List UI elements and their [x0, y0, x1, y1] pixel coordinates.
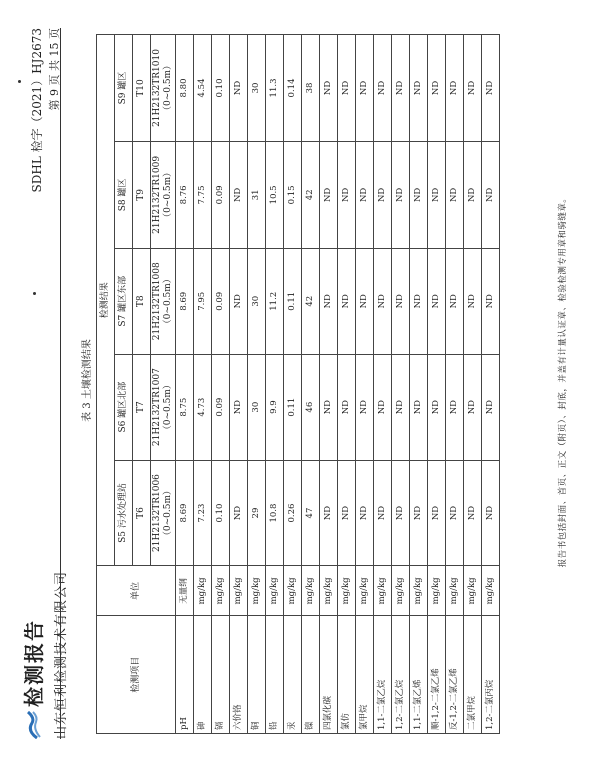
item-cell: 铜 [248, 616, 266, 734]
value-cell: ND [446, 248, 464, 354]
value-cell: ND [464, 354, 482, 460]
value-cell: ND [428, 460, 446, 566]
unit-cell: mg/kg [464, 566, 482, 616]
value-cell: 11.3 [266, 35, 284, 142]
item-cell: 六价铬 [230, 616, 248, 734]
value-cell: 31 [248, 141, 266, 248]
table-row [284, 35, 302, 734]
value-cell: ND [410, 35, 428, 142]
sample-id: 21H2132TR1007 [152, 368, 162, 447]
results-body [176, 35, 500, 734]
value-cell: ND [230, 248, 248, 354]
value-cell: 42 [302, 248, 320, 354]
unit-cell: mg/kg [212, 566, 230, 616]
value-cell: 11.2 [266, 248, 284, 354]
value-cell: ND [428, 248, 446, 354]
value-cell: ND [464, 35, 482, 142]
scan-speck [18, 80, 21, 83]
value-cell: 46 [302, 354, 320, 460]
table-row [248, 35, 266, 734]
location-header: S7 罐区东部 [115, 248, 133, 354]
point-header: T6 [133, 460, 151, 566]
value-cell: ND [338, 141, 356, 248]
value-cell: 10.8 [266, 460, 284, 566]
value-cell: ND [320, 35, 338, 142]
location-header: S9 罐区 [115, 35, 133, 142]
value-cell: ND [446, 460, 464, 566]
value-cell: ND [320, 460, 338, 566]
table-row [176, 35, 194, 734]
table-row [194, 35, 212, 734]
value-cell: ND [410, 354, 428, 460]
value-cell: ND [464, 248, 482, 354]
item-cell: pH [176, 616, 194, 734]
value-cell: ND [356, 141, 374, 248]
item-cell: 氯甲烷 [356, 616, 374, 734]
unit-cell: 无量纲 [176, 566, 194, 616]
unit-cell: mg/kg [482, 566, 500, 616]
value-cell: ND [320, 354, 338, 460]
value-cell: ND [356, 248, 374, 354]
sample-header [151, 460, 176, 566]
unit-cell: mg/kg [410, 566, 428, 616]
value-cell: 30 [248, 354, 266, 460]
value-cell: ND [446, 141, 464, 248]
unit-cell: mg/kg [320, 566, 338, 616]
header-divider [60, 28, 61, 739]
value-cell: 0.10 [212, 35, 230, 142]
sample-depth: （0~0.5m） [163, 380, 173, 435]
item-cell: 1,2-二氯乙烷 [392, 616, 410, 734]
item-cell: 二氯甲烷 [464, 616, 482, 734]
report-number: SDHL 检字（2021）HJ2673 [30, 28, 44, 193]
unit-cell: mg/kg [374, 566, 392, 616]
value-cell: ND [320, 248, 338, 354]
col-header-unit: 单位 [97, 566, 176, 616]
unit-cell: mg/kg [356, 566, 374, 616]
value-cell: ND [374, 460, 392, 566]
table-row [230, 35, 248, 734]
table-row [446, 35, 464, 734]
unit-cell: mg/kg [194, 566, 212, 616]
value-cell: 10.5 [266, 141, 284, 248]
value-cell: ND [428, 141, 446, 248]
col-header-item: 检测项目 [97, 616, 176, 734]
value-cell: ND [446, 35, 464, 142]
unit-cell: mg/kg [266, 566, 284, 616]
point-header: T7 [133, 354, 151, 460]
value-cell: ND [338, 460, 356, 566]
value-cell: ND [392, 141, 410, 248]
item-cell: 氯仿 [338, 616, 356, 734]
value-cell: ND [230, 35, 248, 142]
value-cell: ND [320, 141, 338, 248]
table-row [410, 35, 428, 734]
col-header-group: 检测结果 [97, 35, 115, 566]
value-cell: 7.95 [194, 248, 212, 354]
point-header: T10 [133, 35, 151, 142]
results-table [96, 34, 500, 734]
table-row [338, 35, 356, 734]
value-cell: ND [482, 141, 500, 248]
unit-cell: mg/kg [302, 566, 320, 616]
value-cell: ND [338, 354, 356, 460]
value-cell: ND [374, 35, 392, 142]
value-cell: 9.9 [266, 354, 284, 460]
value-cell: 7.23 [194, 460, 212, 566]
sample-depth: （0~0.5m） [163, 485, 173, 541]
table-row [212, 35, 230, 734]
item-cell: 汞 [284, 616, 302, 734]
value-cell: ND [230, 141, 248, 248]
sample-depth: （0~0.5m） [163, 274, 173, 329]
value-cell: 7.75 [194, 141, 212, 248]
location-header: S8 罐区 [115, 141, 133, 248]
value-cell: 8.75 [176, 354, 194, 460]
value-cell: 38 [302, 35, 320, 142]
sample-depth: （0~0.5m） [163, 167, 173, 222]
value-cell: 0.09 [212, 141, 230, 248]
unit-cell: mg/kg [392, 566, 410, 616]
item-cell: 铅 [266, 616, 284, 734]
value-cell: 8.76 [176, 141, 194, 248]
value-cell: 30 [248, 35, 266, 142]
value-cell: 29 [248, 460, 266, 566]
table-row [464, 35, 482, 734]
value-cell: 0.15 [284, 141, 302, 248]
value-cell: ND [338, 248, 356, 354]
value-cell: ND [230, 460, 248, 566]
value-cell: ND [230, 354, 248, 460]
value-cell: ND [482, 460, 500, 566]
value-cell: ND [392, 35, 410, 142]
value-cell: 0.09 [212, 248, 230, 354]
unit-cell: mg/kg [230, 566, 248, 616]
point-header: T9 [133, 141, 151, 248]
value-cell: ND [428, 354, 446, 460]
sample-id: 21H2132TR1010 [152, 49, 162, 127]
value-cell: ND [374, 248, 392, 354]
table-row [320, 35, 338, 734]
table-row [392, 35, 410, 734]
sample-id: 21H2132TR1009 [152, 155, 162, 234]
sample-header [151, 35, 176, 142]
value-cell: ND [410, 460, 428, 566]
value-cell: ND [410, 248, 428, 354]
table-row [302, 35, 320, 734]
value-cell: ND [392, 248, 410, 354]
item-cell: 四氯化碳 [320, 616, 338, 734]
footer-note: 报告书包括封面、首页、正文（附页）、封底，并盖有计量认证章、检验检测专用章和骑缝章。 [558, 193, 568, 568]
unit-cell: mg/kg [248, 566, 266, 616]
table-row [482, 35, 500, 734]
value-cell: ND [356, 35, 374, 142]
value-cell: ND [482, 35, 500, 142]
table-row [374, 35, 392, 734]
sample-header [151, 141, 176, 248]
table-row [356, 35, 374, 734]
value-cell: 42 [302, 141, 320, 248]
page-count: 第 9 页 共 15 页 [48, 28, 61, 111]
value-cell: ND [446, 354, 464, 460]
sample-id: 21H2132TR1008 [152, 262, 162, 341]
value-cell: 0.14 [284, 35, 302, 142]
item-cell: 顺-1,2-二氯乙烯 [428, 616, 446, 734]
header-right [28, 28, 64, 192]
value-cell: 0.11 [284, 248, 302, 354]
location-header: S5 污水处理站 [115, 460, 133, 566]
value-cell: ND [428, 35, 446, 142]
table-row [266, 35, 284, 734]
value-cell: ND [356, 354, 374, 460]
item-cell: 砷 [194, 616, 212, 734]
scan-speck [33, 292, 36, 295]
value-cell: 4.54 [194, 35, 212, 142]
value-cell: ND [464, 460, 482, 566]
value-cell: 4.73 [194, 354, 212, 460]
value-cell: ND [464, 141, 482, 248]
sample-id: 21H2132TR1006 [152, 474, 162, 552]
value-cell: 0.11 [284, 354, 302, 460]
sample-header [151, 248, 176, 354]
logo-row [18, 571, 47, 739]
value-cell: 0.26 [284, 460, 302, 566]
company-name: 山东恒利检测技术有限公司 [54, 570, 69, 739]
value-cell: 8.69 [176, 460, 194, 566]
item-cell: 1,1-二氯乙烯 [410, 616, 428, 734]
sample-depth: （0~0.5m） [163, 60, 173, 116]
sample-header [151, 354, 176, 460]
point-header: T8 [133, 248, 151, 354]
item-cell: 反-1,2-二氯乙烯 [446, 616, 464, 734]
company-logo-icon [25, 711, 41, 739]
value-cell: ND [356, 460, 374, 566]
item-cell: 镍 [302, 616, 320, 734]
item-cell: 镉 [212, 616, 230, 734]
value-cell: ND [482, 248, 500, 354]
table-row [428, 35, 446, 734]
table-caption: 表 3 土壤检测结果 [82, 339, 93, 422]
item-cell: 1,2-二氯丙烷 [482, 616, 500, 734]
value-cell: ND [374, 354, 392, 460]
unit-cell: mg/kg [428, 566, 446, 616]
value-cell: 8.69 [176, 248, 194, 354]
value-cell: ND [374, 141, 392, 248]
value-cell: 30 [248, 248, 266, 354]
value-cell: ND [338, 35, 356, 142]
unit-cell: mg/kg [338, 566, 356, 616]
value-cell: 47 [302, 460, 320, 566]
location-header: S6 罐区北部 [115, 354, 133, 460]
logo-title: 检测报告 [22, 619, 46, 707]
value-cell: ND [392, 460, 410, 566]
unit-cell: mg/kg [446, 566, 464, 616]
value-cell: 0.10 [212, 460, 230, 566]
value-cell: 0.09 [212, 354, 230, 460]
unit-cell: mg/kg [284, 566, 302, 616]
item-cell: 1,1-二氯乙烷 [374, 616, 392, 734]
header-left [18, 571, 69, 739]
value-cell: 8.80 [176, 35, 194, 142]
value-cell: ND [410, 141, 428, 248]
header-row-group [97, 35, 115, 734]
value-cell: ND [482, 354, 500, 460]
value-cell: ND [392, 354, 410, 460]
